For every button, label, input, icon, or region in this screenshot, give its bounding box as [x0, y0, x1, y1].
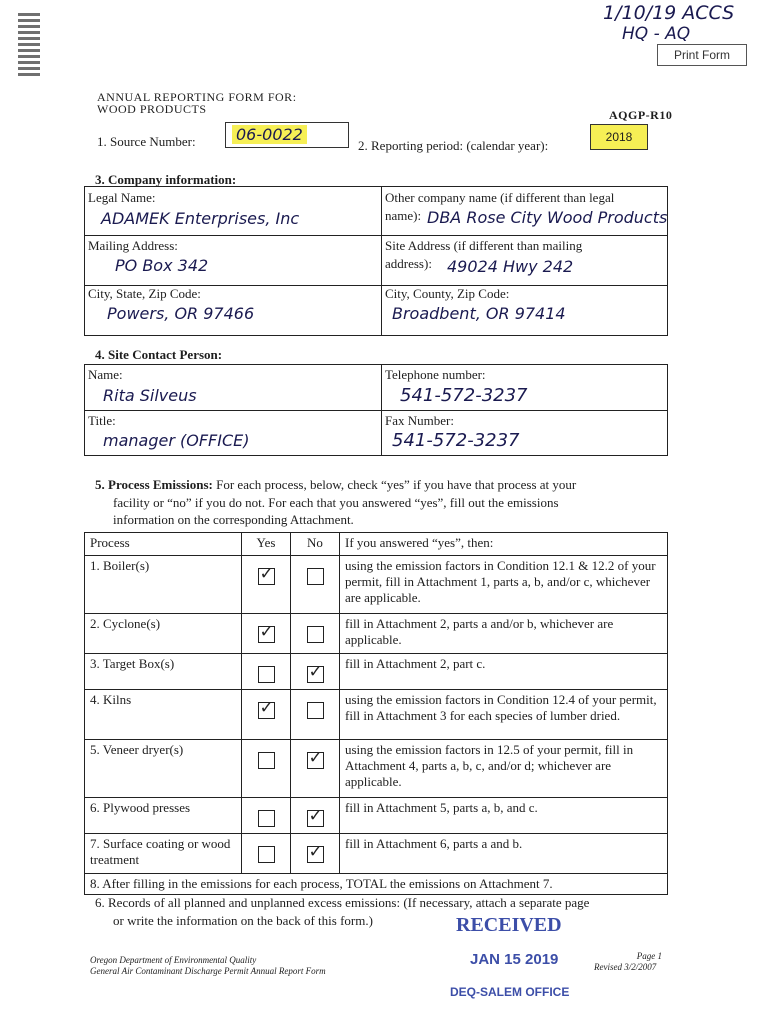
process-name: 4. Kilns — [85, 690, 242, 740]
process-name: 5. Veneer dryer(s) — [85, 740, 242, 798]
legal-name-value: ADAMEK Enterprises, Inc — [101, 209, 300, 228]
col-yes: Yes — [242, 533, 291, 556]
contact-name-value: Rita Silveus — [103, 386, 197, 405]
site-address-value: 49024 Hwy 242 — [447, 257, 574, 276]
site-contact-heading: 4. Site Contact Person: — [95, 347, 223, 362]
yes-checkbox[interactable] — [258, 568, 275, 585]
yes-checkbox[interactable] — [258, 846, 275, 863]
process-row — [85, 614, 668, 654]
footer-form-name: General Air Contaminant Discharge Permit Annual Report Form — [90, 966, 326, 976]
print-form-button[interactable]: Print Form — [657, 44, 747, 66]
source-number-value: 06-0022 — [232, 125, 307, 144]
process-emissions-title: 5. Process Emissions: — [95, 477, 213, 492]
received-date-stamp: JAN 15 2019 — [470, 951, 559, 968]
footer-agency: Oregon Department of Environmental Quality — [90, 955, 257, 965]
no-checkbox[interactable] — [307, 752, 324, 769]
fax-label: Fax Number: — [385, 413, 454, 428]
city-county-zip-label: City, County, Zip Code: — [385, 286, 510, 301]
yes-checkbox[interactable] — [258, 752, 275, 769]
no-checkbox[interactable] — [307, 846, 324, 863]
process-instruction: fill in Attachment 5, parts a, b, and c. — [340, 798, 668, 834]
no-checkbox[interactable] — [307, 702, 324, 719]
total-instruction: 8. After filling in the emissions for each process, TOTAL the emissions on Attachment 7. — [85, 874, 668, 895]
process-table — [84, 532, 668, 895]
city-county-zip-value: Broadbent, OR 97414 — [392, 304, 566, 323]
city-state-zip-label: City, State, Zip Code: — [88, 286, 201, 301]
source-number-label: 1. Source Number: — [97, 134, 196, 149]
col-no: No — [291, 533, 340, 556]
process-name: 1. Boiler(s) — [85, 556, 242, 614]
process-instruction: fill in Attachment 6, parts a and b. — [340, 834, 668, 874]
other-name-label: Other company name (if different than legal — [385, 190, 615, 205]
process-instruction: fill in Attachment 2, parts a and/or b, whichever are applicable. — [340, 614, 668, 654]
process-instruction: using the emission factors in Condition 12.4 of your permit, fill in Attachment 3 for each species of lumber dried. — [340, 690, 668, 740]
process-instruction: using the emission factors in 12.5 of your permit, fill in Attachment 4, parts a, b, c, and/or d; whichever are applicable. — [340, 740, 668, 798]
mailing-address-label: Mailing Address: — [88, 238, 178, 253]
process-instruction: using the emission factors in Condition 12.1 & 12.2 of your permit, fill in Attachment 1, parts a, b, and/or c, whichever are applicable. — [340, 556, 668, 614]
contact-name-label: Name: — [88, 367, 123, 382]
col-process: Process — [85, 533, 242, 556]
form-title-line2: WOOD PRODUCTS — [97, 102, 207, 116]
process-emissions-line3: information on the corresponding Attachment. — [113, 512, 354, 527]
city-state-zip-value: Powers, OR 97466 — [107, 304, 255, 323]
handwritten-annotation-line2: HQ - AQ — [622, 24, 691, 44]
process-emissions-heading-rest: For each process, below, check “yes” if you have that process at your — [212, 477, 577, 492]
process-row — [85, 740, 668, 798]
process-name: 2. Cyclone(s) — [85, 614, 242, 654]
process-row — [85, 798, 668, 834]
process-row — [85, 654, 668, 690]
received-office-stamp: DEQ-SALEM OFFICE — [450, 985, 570, 999]
no-checkbox[interactable] — [307, 568, 324, 585]
no-checkbox[interactable] — [307, 810, 324, 827]
reporting-period-label: 2. Reporting period: (calendar year): — [358, 138, 549, 153]
process-row — [85, 556, 668, 614]
other-name-value: DBA Rose City Wood Products — [427, 208, 668, 227]
mailing-address-value: PO Box 342 — [115, 256, 209, 275]
yes-checkbox[interactable] — [258, 810, 275, 827]
process-row — [85, 834, 668, 874]
form-code: AQGP-R10 — [609, 108, 673, 122]
yes-checkbox[interactable] — [258, 626, 275, 643]
company-info-heading: 3. Company information: — [95, 172, 237, 187]
yes-checkbox[interactable] — [258, 702, 275, 719]
process-name: 7. Surface coating or wood treatment — [85, 834, 242, 874]
no-checkbox[interactable] — [307, 626, 324, 643]
telephone-label: Telephone number: — [385, 367, 486, 382]
contact-title-value: manager (OFFICE) — [103, 431, 250, 450]
process-name: 3. Target Box(s) — [85, 654, 242, 690]
process-row — [85, 690, 668, 740]
reporting-period-field[interactable]: 2018 — [590, 124, 648, 150]
form-title-line1: ANNUAL REPORTING FORM FOR: — [97, 90, 297, 104]
total-row — [85, 874, 668, 895]
process-emissions-line2: facility or “no” if you do not. For each that you answered “yes”, fill out the emissions — [113, 495, 559, 510]
site-address-label: Site Address (if different than mailing — [385, 238, 583, 253]
process-emissions-heading — [95, 477, 675, 493]
fax-value: 541-572-3237 — [392, 430, 520, 451]
yes-checkbox[interactable] — [258, 666, 275, 683]
legal-name-label: Legal Name: — [88, 190, 156, 205]
site-address-label-2: address): — [385, 256, 432, 271]
received-stamp: RECEIVED — [456, 914, 562, 936]
handwritten-annotation-line1: 1/10/19 ACCS — [603, 2, 735, 24]
excess-emissions-line1: 6. Records of all planned and unplanned excess emissions: (If necessary, attach a separate page — [95, 895, 590, 910]
other-name-label-2: name): — [385, 208, 422, 223]
telephone-value: 541-572-3237 — [400, 385, 528, 406]
col-then: If you answered “yes”, then: — [340, 533, 668, 556]
source-number-field[interactable] — [225, 122, 349, 148]
footer-revised: Revised 3/2/2007 — [594, 962, 657, 972]
contact-title-label: Title: — [88, 413, 116, 428]
excess-emissions-line2: or write the information on the back of this form.) — [113, 913, 373, 928]
process-instruction: fill in Attachment 2, part c. — [340, 654, 668, 690]
scan-artifact — [18, 12, 40, 76]
footer-page: Page 1 — [636, 951, 662, 961]
process-name: 6. Plywood presses — [85, 798, 242, 834]
no-checkbox[interactable] — [307, 666, 324, 683]
